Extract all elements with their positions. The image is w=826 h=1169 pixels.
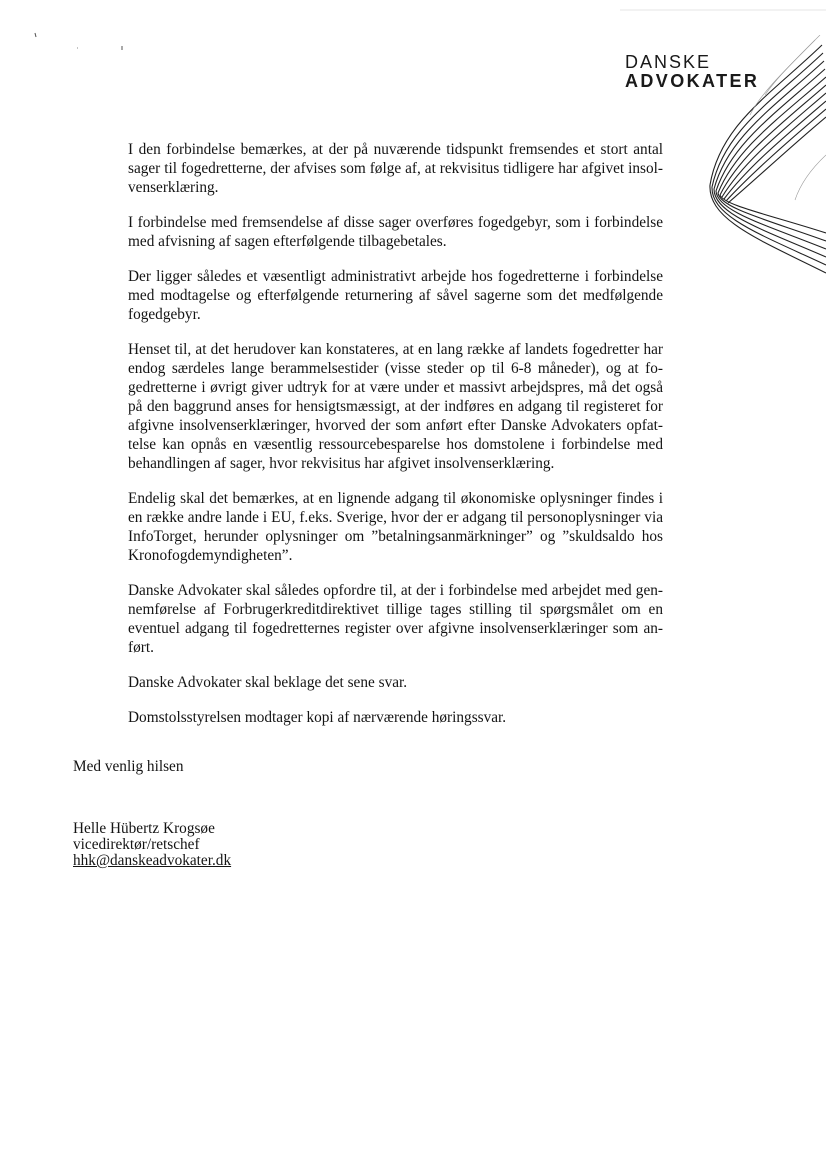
paragraph: Henset til, at det herudover kan konstateres, at en lang række af landets fogedretter har endog særdeles lange berammelsestider (visse steder op til 6-8 måneder), og at fogedretterne i øvrigt giver udtryk for at være under et massivt arbejdspres, må det også på den baggrund anses for hensigtsmæssigt, at der indføres en adgang til registeret for afgivne insolvenserklæringer, hvorved der som anført efter Danske Advokaters opfattelse kan opnås en væsentlig ressourcebesparelse hos domstolene i forbindelse med behandlingen af sager, hvor rekvisitus har afgivet insolvenserklæring. [128,341,663,472]
logo-line-advokater: ADVOKATER [625,71,760,91]
closing-greeting: Med venlig hilsen [73,758,184,775]
signature-block [73,821,231,869]
logo-line-danske: DANSKE [625,52,712,72]
signatory-title: vicedirektør/retschef [73,836,200,853]
signatory-email-link[interactable]: hhk@danskeadvokater.dk [73,852,232,869]
paragraph: Danske Advokater skal beklage det sene svar. [128,674,408,691]
paragraph: Endelig skal det bemærkes, at en lignende adgang til økonomiske oplysninger findes i en række andre lande i EU, f.eks. Sverige, hvor der er adgang til personoplysninger via InfoTorget, herunder oplysninger om ”betalningsanmärkninger” og ”skuldsaldo hos Kronofogdemyndigheten”. [128,490,663,564]
paragraph: Domstolsstyrelsen modtager kopi af nærværende høringssvar. [128,709,507,726]
paragraph: I den forbindelse bemærkes, at der på nuværende tidspunkt fremsendes et stort antal sager til fogedretterne, der afvises som følge af, at rekvisitus tidligere har afgivet insolvenserklæring. [128,141,663,196]
paragraph: Danske Advokater skal således opfordre til, at der i forbindelse med arbejdet med gennemførelse af Forbrugerkreditdirektivet tillige tages stilling til spørgsmålet om en eventuel adgang til fogedretternes register over afgivne insolvenserklæringer som anført. [128,582,663,656]
paragraph: Der ligger således et væsentligt administrativt arbejde hos fogedretterne i forbindelse med modtagelse og efterfølgende returnering af såvel sagerne som det medfølgende fogedgebyr. [128,268,663,323]
paragraph: I forbindelse med fremsendelse af disse sager overføres fogedgebyr, som i forbindelse med afvisning af sagen efterfølgende tilbagebetales. [128,214,663,250]
logo-swoosh-graphic [700,35,826,285]
letter-body [128,140,663,743]
signatory-name: Helle Hübertz Krogsøe [73,820,215,837]
